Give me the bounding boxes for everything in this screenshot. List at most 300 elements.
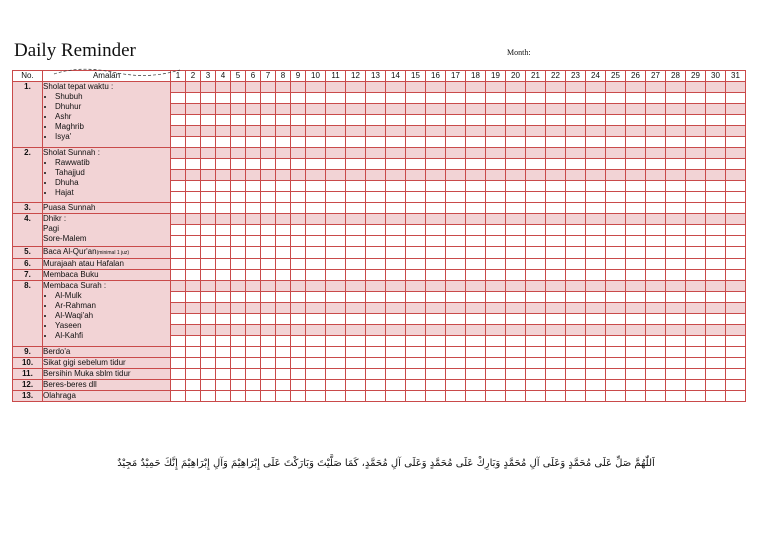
check-cell[interactable]	[291, 325, 306, 336]
check-cell[interactable]	[486, 115, 506, 126]
check-cell[interactable]	[626, 314, 646, 325]
check-cell[interactable]	[326, 347, 346, 358]
check-cell[interactable]	[666, 137, 686, 148]
check-cell[interactable]	[186, 369, 201, 380]
check-cell[interactable]	[486, 369, 506, 380]
check-cell[interactable]	[366, 203, 386, 214]
check-cell[interactable]	[386, 104, 406, 115]
check-cell[interactable]	[486, 181, 506, 192]
check-cell[interactable]	[626, 347, 646, 358]
check-cell[interactable]	[246, 281, 261, 292]
check-cell[interactable]	[426, 303, 446, 314]
check-cell[interactable]	[686, 115, 706, 126]
check-cell[interactable]	[261, 170, 276, 181]
check-cell[interactable]	[426, 236, 446, 247]
check-cell[interactable]	[306, 247, 326, 259]
check-cell[interactable]	[546, 214, 566, 225]
check-cell[interactable]	[506, 236, 526, 247]
check-cell[interactable]	[276, 391, 291, 402]
check-cell[interactable]	[526, 270, 546, 281]
check-cell[interactable]	[231, 115, 246, 126]
check-cell[interactable]	[466, 270, 486, 281]
check-cell[interactable]	[291, 181, 306, 192]
check-cell[interactable]	[646, 358, 666, 369]
check-cell[interactable]	[686, 358, 706, 369]
check-cell[interactable]	[186, 270, 201, 281]
check-cell[interactable]	[666, 303, 686, 314]
check-cell[interactable]	[446, 369, 466, 380]
check-cell[interactable]	[231, 347, 246, 358]
check-cell[interactable]	[261, 159, 276, 170]
check-cell[interactable]	[706, 292, 726, 303]
check-cell[interactable]	[201, 270, 216, 281]
check-cell[interactable]	[586, 270, 606, 281]
check-cell[interactable]	[566, 181, 586, 192]
check-cell[interactable]	[466, 82, 486, 93]
check-cell[interactable]	[246, 137, 261, 148]
check-cell[interactable]	[426, 115, 446, 126]
check-cell[interactable]	[171, 115, 186, 126]
check-cell[interactable]	[686, 104, 706, 115]
check-cell[interactable]	[291, 347, 306, 358]
check-cell[interactable]	[486, 93, 506, 104]
check-cell[interactable]	[366, 380, 386, 391]
check-cell[interactable]	[216, 270, 231, 281]
check-cell[interactable]	[346, 236, 366, 247]
check-cell[interactable]	[646, 380, 666, 391]
check-cell[interactable]	[726, 214, 746, 225]
check-cell[interactable]	[646, 115, 666, 126]
check-cell[interactable]	[666, 236, 686, 247]
check-cell[interactable]	[426, 170, 446, 181]
check-cell[interactable]	[646, 203, 666, 214]
check-cell[interactable]	[386, 137, 406, 148]
check-cell[interactable]	[506, 181, 526, 192]
check-cell[interactable]	[366, 292, 386, 303]
check-cell[interactable]	[526, 325, 546, 336]
check-cell[interactable]	[276, 325, 291, 336]
check-cell[interactable]	[666, 281, 686, 292]
check-cell[interactable]	[201, 347, 216, 358]
check-cell[interactable]	[246, 236, 261, 247]
check-cell[interactable]	[231, 214, 246, 225]
check-cell[interactable]	[291, 93, 306, 104]
check-cell[interactable]	[326, 203, 346, 214]
check-cell[interactable]	[306, 104, 326, 115]
check-cell[interactable]	[276, 82, 291, 93]
check-cell[interactable]	[506, 203, 526, 214]
check-cell[interactable]	[686, 192, 706, 203]
check-cell[interactable]	[686, 380, 706, 391]
check-cell[interactable]	[446, 358, 466, 369]
check-cell[interactable]	[666, 314, 686, 325]
check-cell[interactable]	[426, 225, 446, 236]
check-cell[interactable]	[406, 247, 426, 259]
check-cell[interactable]	[291, 358, 306, 369]
check-cell[interactable]	[346, 170, 366, 181]
check-cell[interactable]	[231, 148, 246, 159]
check-cell[interactable]	[666, 93, 686, 104]
check-cell[interactable]	[726, 391, 746, 402]
check-cell[interactable]	[216, 192, 231, 203]
check-cell[interactable]	[506, 369, 526, 380]
check-cell[interactable]	[406, 82, 426, 93]
check-cell[interactable]	[606, 292, 626, 303]
check-cell[interactable]	[506, 104, 526, 115]
check-cell[interactable]	[426, 137, 446, 148]
check-cell[interactable]	[626, 137, 646, 148]
check-cell[interactable]	[216, 314, 231, 325]
check-cell[interactable]	[426, 259, 446, 270]
check-cell[interactable]	[646, 259, 666, 270]
check-cell[interactable]	[216, 104, 231, 115]
check-cell[interactable]	[326, 292, 346, 303]
check-cell[interactable]	[566, 292, 586, 303]
check-cell[interactable]	[446, 104, 466, 115]
check-cell[interactable]	[186, 148, 201, 159]
check-cell[interactable]	[171, 247, 186, 259]
check-cell[interactable]	[686, 93, 706, 104]
check-cell[interactable]	[606, 270, 626, 281]
check-cell[interactable]	[171, 214, 186, 225]
check-cell[interactable]	[201, 181, 216, 192]
check-cell[interactable]	[726, 292, 746, 303]
check-cell[interactable]	[426, 369, 446, 380]
check-cell[interactable]	[706, 104, 726, 115]
check-cell[interactable]	[726, 148, 746, 159]
check-cell[interactable]	[306, 391, 326, 402]
check-cell[interactable]	[706, 192, 726, 203]
check-cell[interactable]	[406, 369, 426, 380]
check-cell[interactable]	[171, 159, 186, 170]
check-cell[interactable]	[276, 369, 291, 380]
check-cell[interactable]	[506, 93, 526, 104]
check-cell[interactable]	[186, 225, 201, 236]
check-cell[interactable]	[466, 93, 486, 104]
check-cell[interactable]	[326, 115, 346, 126]
check-cell[interactable]	[426, 82, 446, 93]
check-cell[interactable]	[201, 148, 216, 159]
check-cell[interactable]	[216, 369, 231, 380]
check-cell[interactable]	[186, 236, 201, 247]
check-cell[interactable]	[246, 203, 261, 214]
check-cell[interactable]	[546, 236, 566, 247]
check-cell[interactable]	[216, 93, 231, 104]
check-cell[interactable]	[186, 115, 201, 126]
check-cell[interactable]	[686, 170, 706, 181]
check-cell[interactable]	[231, 170, 246, 181]
check-cell[interactable]	[546, 325, 566, 336]
check-cell[interactable]	[201, 303, 216, 314]
check-cell[interactable]	[726, 82, 746, 93]
check-cell[interactable]	[666, 126, 686, 137]
check-cell[interactable]	[186, 203, 201, 214]
check-cell[interactable]	[186, 247, 201, 259]
check-cell[interactable]	[606, 358, 626, 369]
check-cell[interactable]	[366, 281, 386, 292]
check-cell[interactable]	[231, 281, 246, 292]
check-cell[interactable]	[446, 314, 466, 325]
check-cell[interactable]	[186, 259, 201, 270]
check-cell[interactable]	[406, 93, 426, 104]
check-cell[interactable]	[426, 391, 446, 402]
check-cell[interactable]	[386, 225, 406, 236]
check-cell[interactable]	[706, 303, 726, 314]
check-cell[interactable]	[726, 281, 746, 292]
check-cell[interactable]	[506, 192, 526, 203]
check-cell[interactable]	[171, 203, 186, 214]
check-cell[interactable]	[726, 314, 746, 325]
check-cell[interactable]	[446, 137, 466, 148]
check-cell[interactable]	[306, 192, 326, 203]
check-cell[interactable]	[346, 391, 366, 402]
check-cell[interactable]	[706, 391, 726, 402]
check-cell[interactable]	[686, 303, 706, 314]
check-cell[interactable]	[201, 104, 216, 115]
check-cell[interactable]	[326, 82, 346, 93]
check-cell[interactable]	[186, 336, 201, 347]
check-cell[interactable]	[566, 270, 586, 281]
check-cell[interactable]	[261, 104, 276, 115]
check-cell[interactable]	[466, 115, 486, 126]
check-cell[interactable]	[426, 270, 446, 281]
check-cell[interactable]	[291, 380, 306, 391]
check-cell[interactable]	[201, 126, 216, 137]
check-cell[interactable]	[246, 380, 261, 391]
check-cell[interactable]	[546, 247, 566, 259]
check-cell[interactable]	[326, 314, 346, 325]
check-cell[interactable]	[261, 148, 276, 159]
check-cell[interactable]	[346, 292, 366, 303]
check-cell[interactable]	[186, 314, 201, 325]
check-cell[interactable]	[586, 336, 606, 347]
check-cell[interactable]	[291, 126, 306, 137]
check-cell[interactable]	[666, 259, 686, 270]
check-cell[interactable]	[626, 391, 646, 402]
check-cell[interactable]	[216, 281, 231, 292]
check-cell[interactable]	[386, 115, 406, 126]
check-cell[interactable]	[186, 170, 201, 181]
check-cell[interactable]	[426, 159, 446, 170]
check-cell[interactable]	[446, 214, 466, 225]
check-cell[interactable]	[216, 303, 231, 314]
check-cell[interactable]	[526, 391, 546, 402]
check-cell[interactable]	[646, 148, 666, 159]
check-cell[interactable]	[466, 148, 486, 159]
check-cell[interactable]	[706, 358, 726, 369]
check-cell[interactable]	[276, 93, 291, 104]
check-cell[interactable]	[386, 82, 406, 93]
check-cell[interactable]	[586, 203, 606, 214]
check-cell[interactable]	[646, 82, 666, 93]
check-cell[interactable]	[171, 82, 186, 93]
check-cell[interactable]	[326, 247, 346, 259]
check-cell[interactable]	[606, 369, 626, 380]
check-cell[interactable]	[626, 236, 646, 247]
check-cell[interactable]	[406, 259, 426, 270]
check-cell[interactable]	[726, 126, 746, 137]
check-cell[interactable]	[276, 259, 291, 270]
check-cell[interactable]	[201, 369, 216, 380]
check-cell[interactable]	[386, 281, 406, 292]
check-cell[interactable]	[386, 292, 406, 303]
check-cell[interactable]	[646, 181, 666, 192]
check-cell[interactable]	[566, 82, 586, 93]
check-cell[interactable]	[526, 225, 546, 236]
check-cell[interactable]	[686, 281, 706, 292]
check-cell[interactable]	[626, 281, 646, 292]
check-cell[interactable]	[486, 225, 506, 236]
check-cell[interactable]	[526, 115, 546, 126]
check-cell[interactable]	[246, 225, 261, 236]
check-cell[interactable]	[646, 325, 666, 336]
check-cell[interactable]	[466, 104, 486, 115]
check-cell[interactable]	[261, 82, 276, 93]
check-cell[interactable]	[326, 126, 346, 137]
check-cell[interactable]	[201, 214, 216, 225]
check-cell[interactable]	[446, 259, 466, 270]
check-cell[interactable]	[566, 336, 586, 347]
check-cell[interactable]	[366, 259, 386, 270]
check-cell[interactable]	[466, 292, 486, 303]
check-cell[interactable]	[231, 391, 246, 402]
check-cell[interactable]	[346, 159, 366, 170]
check-cell[interactable]	[706, 214, 726, 225]
check-cell[interactable]	[446, 236, 466, 247]
check-cell[interactable]	[726, 336, 746, 347]
check-cell[interactable]	[261, 214, 276, 225]
check-cell[interactable]	[686, 82, 706, 93]
check-cell[interactable]	[261, 391, 276, 402]
check-cell[interactable]	[276, 214, 291, 225]
check-cell[interactable]	[486, 82, 506, 93]
check-cell[interactable]	[486, 391, 506, 402]
check-cell[interactable]	[626, 82, 646, 93]
check-cell[interactable]	[506, 115, 526, 126]
check-cell[interactable]	[646, 170, 666, 181]
check-cell[interactable]	[171, 126, 186, 137]
check-cell[interactable]	[646, 104, 666, 115]
check-cell[interactable]	[626, 181, 646, 192]
check-cell[interactable]	[486, 281, 506, 292]
check-cell[interactable]	[406, 391, 426, 402]
check-cell[interactable]	[246, 148, 261, 159]
check-cell[interactable]	[486, 170, 506, 181]
check-cell[interactable]	[726, 225, 746, 236]
check-cell[interactable]	[406, 270, 426, 281]
check-cell[interactable]	[346, 181, 366, 192]
check-cell[interactable]	[426, 126, 446, 137]
check-cell[interactable]	[186, 347, 201, 358]
check-cell[interactable]	[246, 181, 261, 192]
check-cell[interactable]	[186, 192, 201, 203]
check-cell[interactable]	[446, 380, 466, 391]
check-cell[interactable]	[386, 270, 406, 281]
check-cell[interactable]	[216, 225, 231, 236]
check-cell[interactable]	[426, 336, 446, 347]
check-cell[interactable]	[726, 203, 746, 214]
check-cell[interactable]	[201, 247, 216, 259]
check-cell[interactable]	[666, 181, 686, 192]
check-cell[interactable]	[526, 347, 546, 358]
check-cell[interactable]	[216, 325, 231, 336]
check-cell[interactable]	[466, 369, 486, 380]
check-cell[interactable]	[586, 82, 606, 93]
check-cell[interactable]	[566, 225, 586, 236]
check-cell[interactable]	[726, 369, 746, 380]
check-cell[interactable]	[466, 380, 486, 391]
check-cell[interactable]	[276, 247, 291, 259]
check-cell[interactable]	[686, 137, 706, 148]
check-cell[interactable]	[246, 192, 261, 203]
check-cell[interactable]	[291, 281, 306, 292]
check-cell[interactable]	[706, 314, 726, 325]
check-cell[interactable]	[606, 325, 626, 336]
check-cell[interactable]	[366, 225, 386, 236]
check-cell[interactable]	[426, 203, 446, 214]
check-cell[interactable]	[566, 170, 586, 181]
check-cell[interactable]	[486, 247, 506, 259]
check-cell[interactable]	[386, 126, 406, 137]
check-cell[interactable]	[291, 270, 306, 281]
check-cell[interactable]	[526, 104, 546, 115]
check-cell[interactable]	[566, 214, 586, 225]
check-cell[interactable]	[246, 347, 261, 358]
check-cell[interactable]	[231, 225, 246, 236]
check-cell[interactable]	[386, 93, 406, 104]
check-cell[interactable]	[186, 82, 201, 93]
check-cell[interactable]	[506, 380, 526, 391]
check-cell[interactable]	[201, 380, 216, 391]
check-cell[interactable]	[406, 292, 426, 303]
check-cell[interactable]	[246, 115, 261, 126]
check-cell[interactable]	[306, 148, 326, 159]
check-cell[interactable]	[231, 104, 246, 115]
check-cell[interactable]	[506, 314, 526, 325]
check-cell[interactable]	[366, 170, 386, 181]
check-cell[interactable]	[546, 181, 566, 192]
check-cell[interactable]	[566, 137, 586, 148]
check-cell[interactable]	[216, 126, 231, 137]
check-cell[interactable]	[186, 137, 201, 148]
check-cell[interactable]	[171, 314, 186, 325]
check-cell[interactable]	[246, 214, 261, 225]
check-cell[interactable]	[201, 391, 216, 402]
check-cell[interactable]	[306, 170, 326, 181]
check-cell[interactable]	[346, 225, 366, 236]
check-cell[interactable]	[626, 148, 646, 159]
check-cell[interactable]	[276, 104, 291, 115]
check-cell[interactable]	[291, 82, 306, 93]
check-cell[interactable]	[306, 336, 326, 347]
check-cell[interactable]	[306, 225, 326, 236]
check-cell[interactable]	[726, 93, 746, 104]
check-cell[interactable]	[546, 314, 566, 325]
check-cell[interactable]	[426, 347, 446, 358]
check-cell[interactable]	[606, 380, 626, 391]
check-cell[interactable]	[171, 93, 186, 104]
check-cell[interactable]	[276, 126, 291, 137]
check-cell[interactable]	[366, 137, 386, 148]
check-cell[interactable]	[646, 225, 666, 236]
check-cell[interactable]	[706, 170, 726, 181]
check-cell[interactable]	[606, 148, 626, 159]
check-cell[interactable]	[506, 170, 526, 181]
check-cell[interactable]	[606, 225, 626, 236]
check-cell[interactable]	[466, 391, 486, 402]
check-cell[interactable]	[586, 170, 606, 181]
check-cell[interactable]	[566, 104, 586, 115]
